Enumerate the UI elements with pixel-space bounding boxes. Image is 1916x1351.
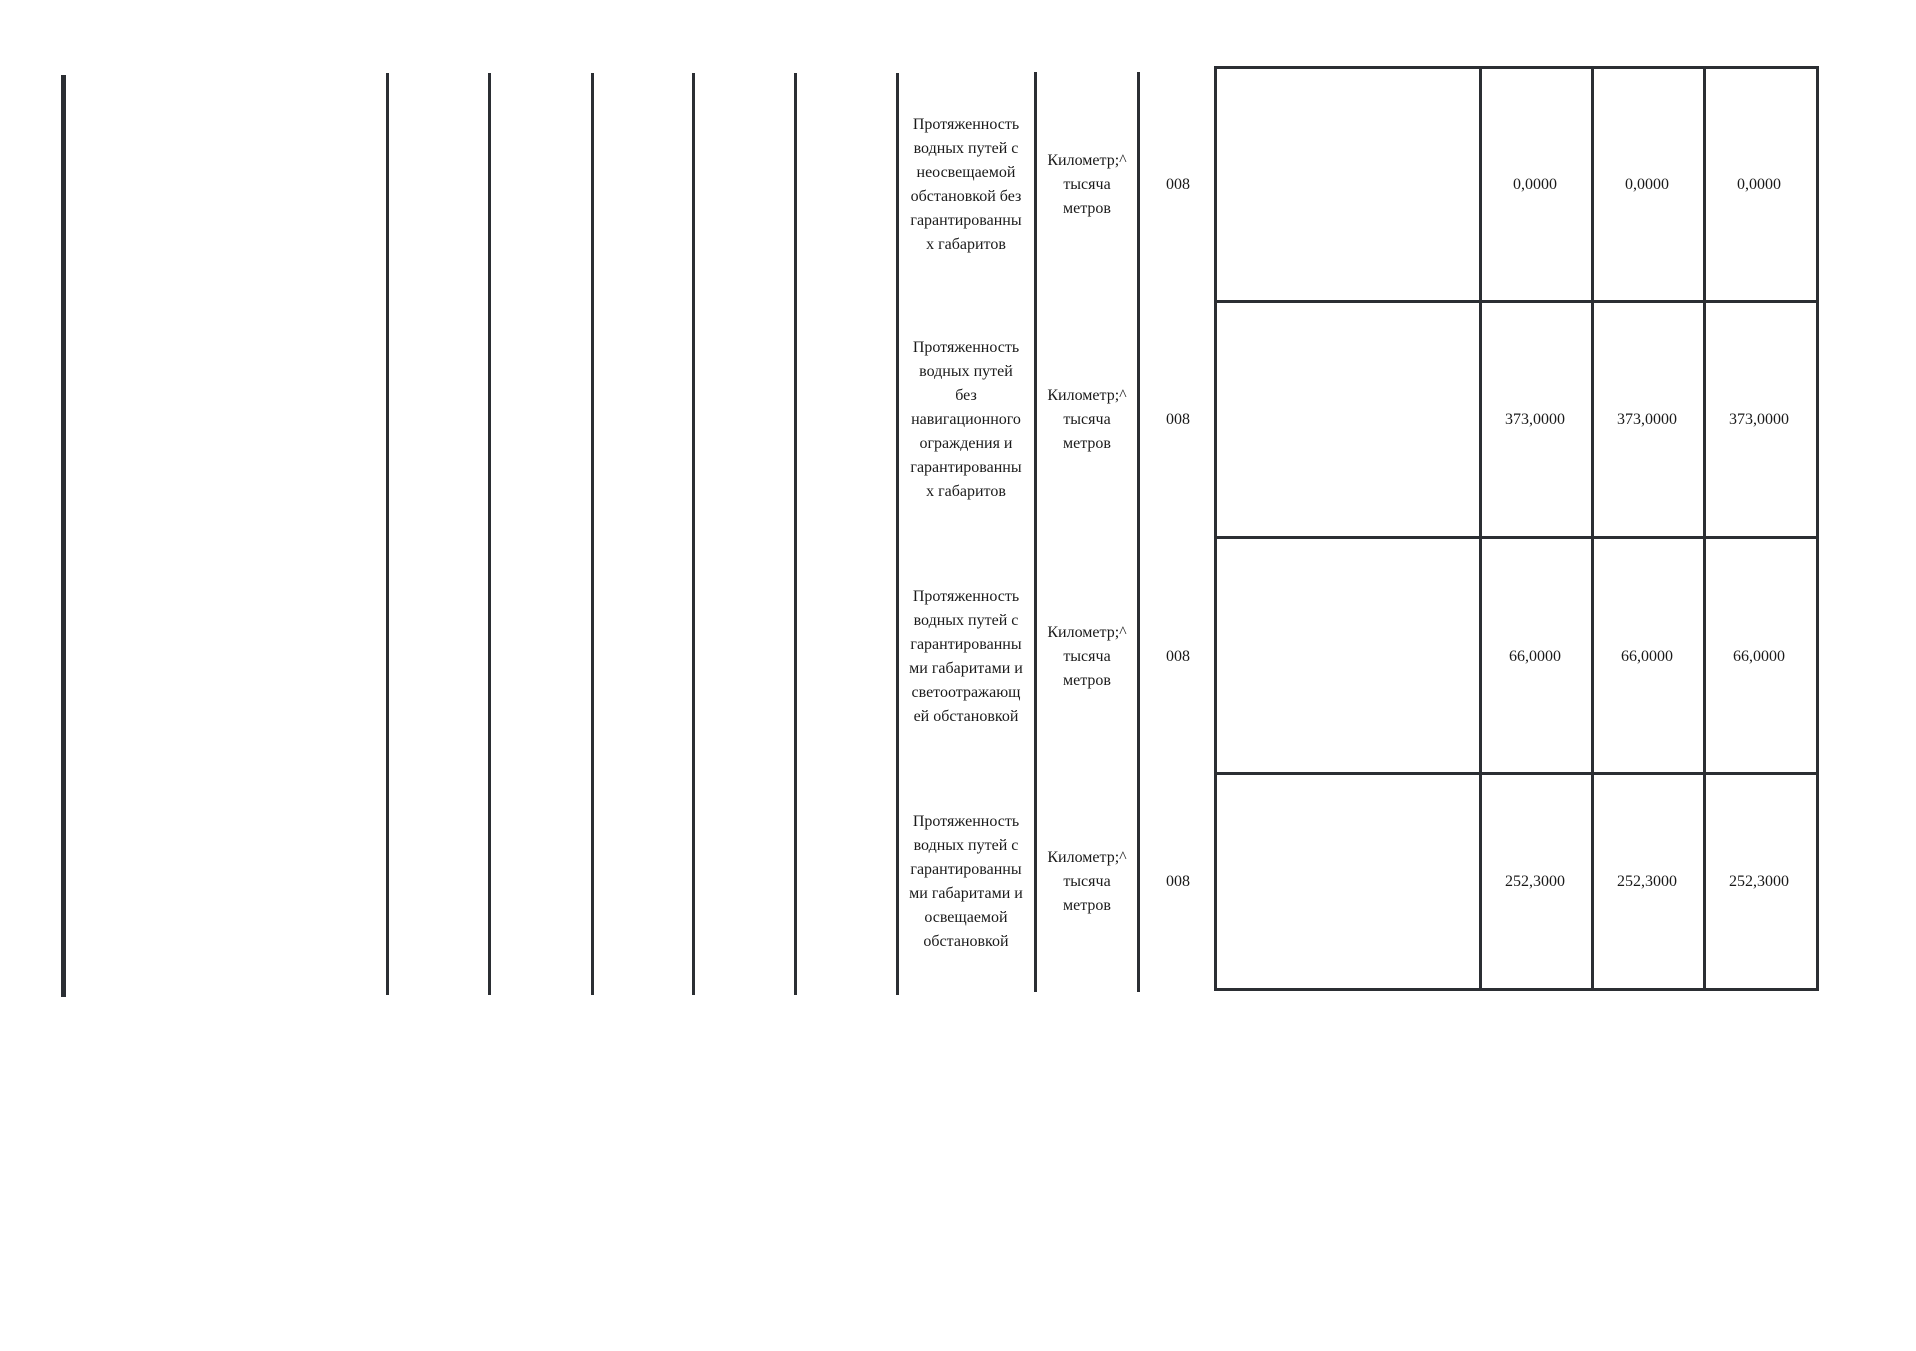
row-1-unit: Километр;^ тысяча метров — [1047, 152, 1127, 217]
row-3-description: Протяженность водных путей с гарантированны ми габаритами и светоотражающ ей обстановкой — [909, 587, 1023, 725]
column-divider-3 — [591, 73, 594, 995]
table-left-border — [61, 75, 66, 997]
row-4-code: 008 — [1166, 873, 1190, 890]
row-3-value-3: 66,0000 — [1733, 647, 1785, 665]
row-2-value-2: 373,0000 — [1617, 410, 1677, 428]
column-divider-2 — [488, 73, 491, 995]
row-1-value-3: 0,0000 — [1737, 176, 1781, 193]
row-4-description: Протяженность водных путей с гарантированны ми габаритами и освещаемой обстановкой — [909, 813, 1023, 950]
row-1-description: Протяженность водных путей с неосвещаемой обстановкой без гарантированны х габаритов — [910, 116, 1022, 253]
row-2-code: 008 — [1166, 410, 1190, 428]
column-divider-4 — [692, 73, 695, 995]
row-1-code: 008 — [1166, 176, 1190, 193]
row-3-code: 008 — [1166, 647, 1190, 665]
values-row-divider-2 — [1214, 536, 1819, 539]
row-2-unit: Километр;^ тысяча метров — [1047, 386, 1127, 452]
row-4-value-3: 252,3000 — [1729, 873, 1789, 890]
row-1-value-1: 0,0000 — [1513, 176, 1557, 193]
row-3-value-1: 66,0000 — [1509, 647, 1561, 665]
row-3-unit: Километр;^ тысяча метров — [1047, 623, 1127, 689]
row-1-value-2: 0,0000 — [1625, 176, 1669, 193]
row-2-value-1: 373,0000 — [1505, 410, 1565, 428]
row-4-unit: Километр;^ тысяча метров — [1047, 849, 1127, 914]
column-divider-5 — [794, 73, 797, 995]
row-2-description: Протяженность водных путей без навигационного ограждения и гарантированны х габаритов — [910, 338, 1022, 500]
row-2-value-3: 373,0000 — [1729, 410, 1789, 428]
row-4-value-2: 252,3000 — [1617, 873, 1677, 890]
row-3-value-2: 66,0000 — [1621, 647, 1673, 665]
row-4-value-1: 252,3000 — [1505, 873, 1565, 890]
column-divider-1 — [386, 73, 389, 995]
